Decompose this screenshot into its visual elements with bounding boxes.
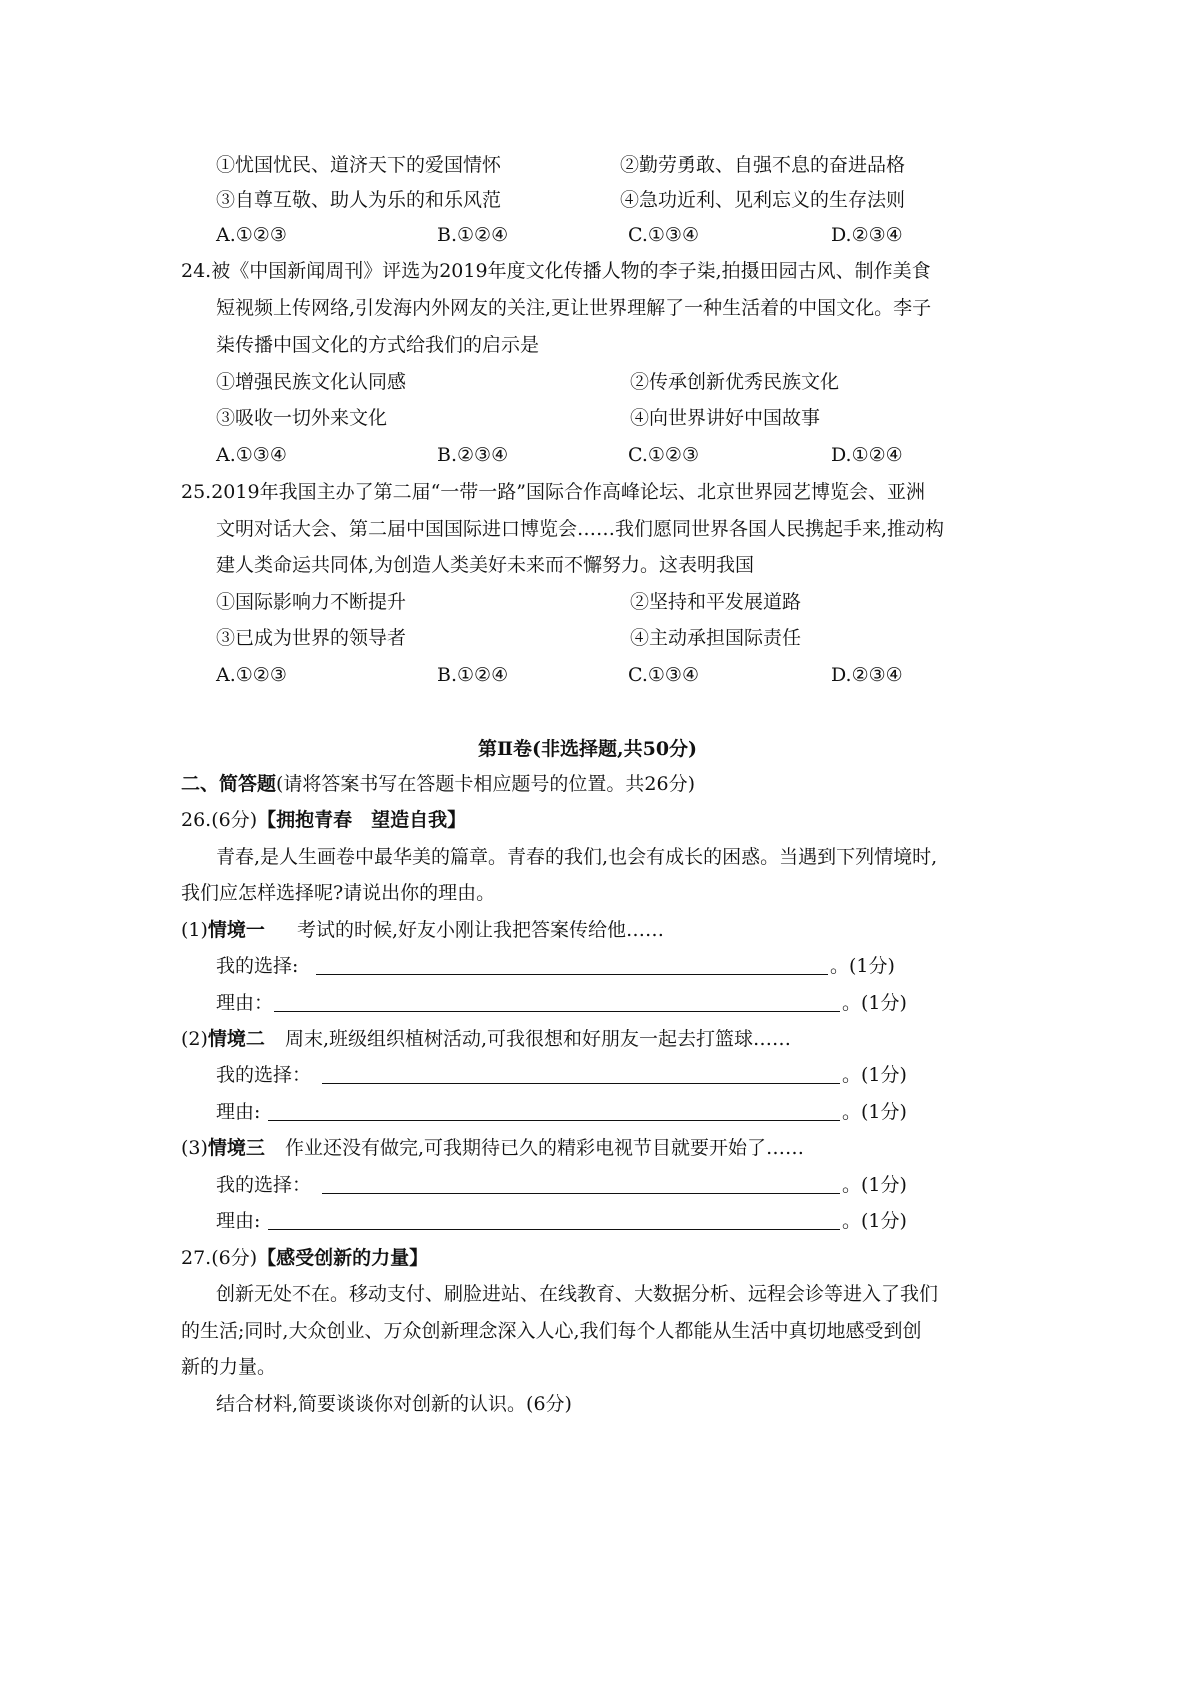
scenario-label: 情境二 [207, 1028, 265, 1050]
q25-stem-line-1: 25.2019年我国主办了第二届“一带一路”国际合作高峰论坛、北京世界园艺博览会、亚洲 [181, 481, 925, 503]
q24-stem-line-3: 柒传播中国文化的方式给我们的启示是 [216, 334, 540, 356]
q23-choice-d: D.②③④ [831, 224, 903, 246]
q27-title: 【感受创新的力量】 [257, 1247, 429, 1269]
q27-material-line-3: 新的力量。 [181, 1356, 277, 1378]
q23-option-4: ④急功近利、见利忘义的生存法则 [620, 189, 906, 211]
q25-option-4: ④主动承担国际责任 [630, 627, 802, 649]
section-title: 第Ⅱ卷(非选择题,共50分) [478, 738, 698, 760]
reason-label: 理由： [216, 992, 274, 1014]
score-note: 。(1分) [842, 1174, 907, 1196]
q25-choice-c: C.①③④ [628, 664, 699, 686]
q23-option-2: ②勤劳勇敢、自强不息的奋进品格 [620, 154, 906, 176]
score-note: 。(1分) [842, 1101, 907, 1123]
reason-label: 理由: [216, 1210, 261, 1232]
q26-s3-reason-row [216, 1209, 976, 1233]
section-heading-label: 二、简答题 [181, 773, 277, 795]
q25-stem-line-3: 建人类命运共同体,为创造人类美好未来而不懈努力。这表明我国 [216, 554, 755, 576]
scenario-text: 作业还没有做完,可我期待已久的精彩电视节目就要开始了…… [284, 1137, 804, 1159]
q25-choice-a: A.①②③ [216, 664, 287, 686]
q26-scenario-2 [181, 1027, 791, 1051]
score-note: 。(1分) [842, 992, 907, 1014]
q24-option-2: ②传承创新优秀民族文化 [630, 371, 840, 393]
reason-answer-blank[interactable] [268, 1229, 840, 1230]
q24-choice-a: A.①③④ [216, 444, 287, 466]
q26-s2-choice-row [216, 1063, 976, 1087]
scenario-text: 周末,班级组织植树活动,可我很想和好朋友一起去打篮球…… [284, 1028, 792, 1050]
section-heading-note: (请将答案书写在答题卡相应题号的位置。共26分) [276, 773, 696, 795]
q27-material-line-2: 的生活;同时,大众创业、万众创新理念深入人心,我们每个人都能从生活中真切地感受到创 [181, 1320, 922, 1342]
choice-label: 我的选择: [216, 955, 299, 977]
scenario-text: 考试的时候,好友小刚让我把答案传给他…… [296, 919, 664, 941]
q24-option-3: ③吸收一切外来文化 [216, 407, 388, 429]
scenario-label: 情境一 [207, 919, 265, 941]
reason-label: 理由: [216, 1101, 261, 1123]
q24-choice-d: D.①②④ [831, 444, 903, 466]
q25-stem-line-2: 文明对话大会、第二届中国国际进口博览会……我们愿同世界各国人民携起手来,推动构 [216, 518, 945, 540]
score-note: 。(1分) [830, 955, 895, 977]
score-note: 。(1分) [842, 1064, 907, 1086]
q24-choice-c: C.①②③ [628, 444, 699, 466]
q25-option-1: ①国际影响力不断提升 [216, 591, 407, 613]
q27-material-line-1: 创新无处不在。移动支付、刷脸进站、在线教育、大数据分析、远程会诊等进入了我们 [216, 1283, 939, 1305]
q26-scenario-3 [181, 1136, 804, 1160]
q23-choice-a: A.①②③ [216, 224, 287, 246]
q26-s2-reason-row [216, 1100, 976, 1124]
q24-stem-line-1: 24.被《中国新闻周刊》评选为2019年度文化传播人物的李子柒,拍摄田园古风、制作美食 [181, 260, 931, 282]
q24-option-1: ①增强民族文化认同感 [216, 371, 407, 393]
section-heading [181, 772, 695, 796]
q26-intro-line-1: 青春,是人生画卷中最华美的篇章。青春的我们,也会有成长的困惑。当遇到下列情境时, [216, 846, 938, 868]
q25-option-3: ③已成为世界的领导者 [216, 627, 407, 649]
q25-choice-d: D.②③④ [831, 664, 903, 686]
scenario-number: (3) [181, 1137, 208, 1159]
q27-header [181, 1246, 428, 1270]
choice-answer-blank[interactable] [322, 1083, 840, 1084]
q26-title: 【拥抱青春 望造自我】 [257, 809, 467, 831]
q26-s1-choice-row [216, 954, 976, 978]
q26-scenario-1 [181, 918, 664, 942]
choice-answer-blank[interactable] [322, 1193, 840, 1194]
reason-answer-blank[interactable] [268, 1120, 840, 1121]
q24-option-4: ④向世界讲好中国故事 [630, 407, 821, 429]
q25-choice-b: B.①②④ [437, 664, 509, 686]
q26-intro-line-2: 我们应怎样选择呢?请说出你的理由。 [181, 882, 496, 904]
choice-answer-blank[interactable] [316, 974, 828, 975]
q23-choice-b: B.①②④ [437, 224, 509, 246]
score-note: 。(1分) [842, 1210, 907, 1232]
scenario-number: (1) [181, 919, 208, 941]
q23-option-3: ③自尊互敬、助人为乐的和乐风范 [216, 189, 502, 211]
q27-prefix: 27.(6分) [181, 1247, 258, 1269]
q24-stem-line-2: 短视频上传网络,引发海内外网友的关注,更让世界理解了一种生活着的中国文化。李子 [216, 297, 932, 319]
q23-option-1: ①忧国忧民、道济天下的爱国情怀 [216, 154, 502, 176]
q27-question: 结合材料,简要谈谈你对创新的认识。(6分) [216, 1393, 572, 1415]
q24-choice-b: B.②③④ [437, 444, 509, 466]
reason-answer-blank[interactable] [274, 1011, 840, 1012]
q26-header [181, 808, 466, 832]
q23-choice-c: C.①③④ [628, 224, 699, 246]
scenario-number: (2) [181, 1028, 208, 1050]
q26-s3-choice-row [216, 1173, 976, 1197]
scenario-label: 情境三 [207, 1137, 265, 1159]
q26-prefix: 26.(6分) [181, 809, 258, 831]
q26-s1-reason-row [216, 991, 976, 1015]
choice-label: 我的选择： [216, 1064, 312, 1086]
q25-option-2: ②坚持和平发展道路 [630, 591, 802, 613]
choice-label: 我的选择： [216, 1174, 312, 1196]
